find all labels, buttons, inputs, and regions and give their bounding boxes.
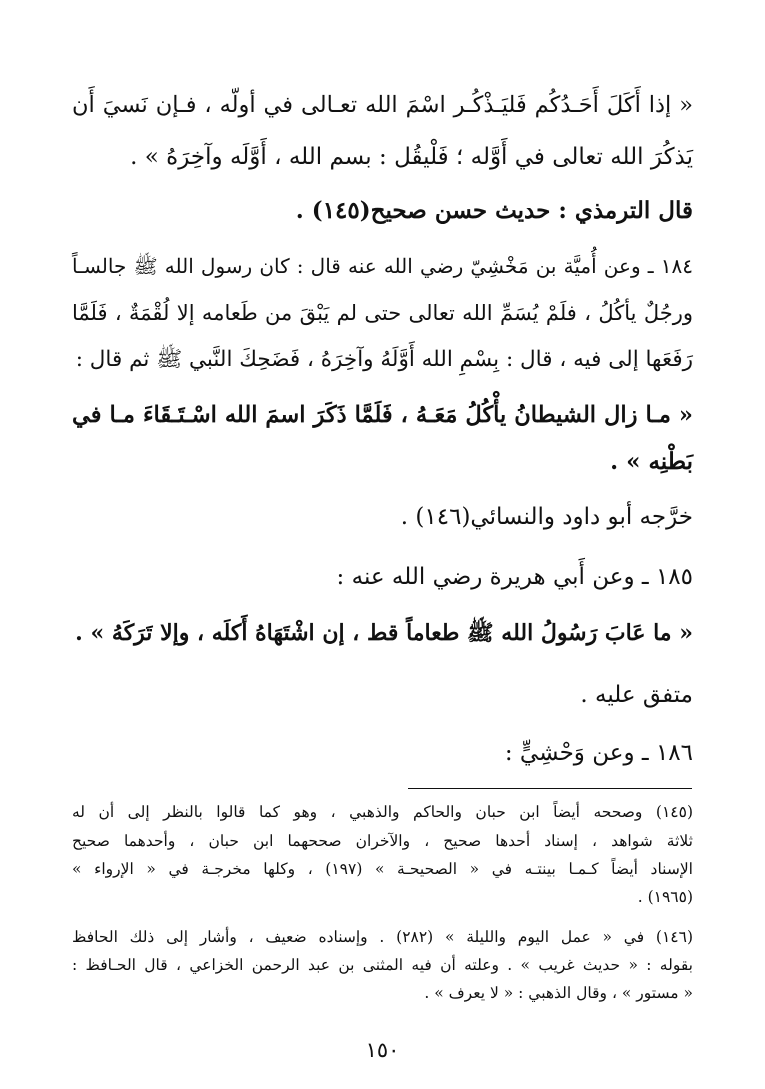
body-line-5: ورجُلٌ يأكُلُ ، فلَمْ يُسَمِّ الله تعالى حتى لم يَبْقَ من طَعامه إلا لُقْمَةٌ ، فَلَمَّا — [72, 301, 693, 325]
body-line-6: رَفَعَها إلى فيه ، قال : بِسْمِ الله أَوَّلَهُ وآخِرَهُ ، فَضَحِكَ النَّبي ﷺ ثم قال : — [75, 347, 693, 372]
page-number: ١٥٠ — [365, 1038, 400, 1062]
footnote-line-1: (١٤٥) وصححه أيضاً ابن حبان والحاكم والذهبي ، وهو كما قالوا بالنظر إلى أن له — [72, 803, 693, 821]
body-line-2: يَذكُرَ الله تعالى في أَوَّله ؛ فَلْيقُل : بسم الله ، أَوَّلَه وآخِرَهُ » . — [130, 144, 693, 170]
footnote-line-3: الإسناد أيضاً كـمـا بينتـه في « الصحيحـة » (١٩٧) ، وكلها مخرجـة في « الإرواء » — [72, 860, 693, 878]
footnote-line-6: بقوله : « حديث غريب » . وعلته أن فيه المثنى بن عبد الرحمن الخزاعي ، قال الحـافظ : — [72, 956, 693, 974]
body-line-3: قال الترمذي : حديث حسن صحيح(١٤٥) . — [295, 197, 693, 224]
footnote-line-4: (١٩٦٥) . — [637, 888, 693, 906]
body-line-11: « ما عَابَ رَسُولُ الله ﷺ طعاماً قط ، إن اشْتَهَاهُ أَكلَه ، وإلا تَرَكَهُ » . — [75, 620, 693, 646]
body-line-13: ١٨٦ ـ وعن وَحْشِيٍّ : — [504, 740, 693, 766]
body-line-1: « إذا أَكَلَ أَحَـدُكُم فَليَـذْكُـر اسْمَ الله تعـالى في أولّه ، فـإن نَسيَ أَن — [72, 92, 693, 118]
body-line-12: متفق عليه . — [580, 682, 693, 708]
footnote-separator — [408, 788, 692, 789]
body-line-7: « مـا زال الشيطانُ يأْكُلُ مَعَـهُ ، فَلَمَّا ذَكَرَ اسمَ الله اسْـتَـقَاءَ مـا في — [72, 402, 693, 428]
footnote-line-5: (١٤٦) في « عمل اليوم والليلة » (٢٨٢) . وإسناده ضعيف ، وأشار إلى ذلك الحافظ — [72, 928, 693, 946]
body-line-9: خرَّجه أبو داود والنسائي(١٤٦) . — [400, 504, 693, 530]
footnote-line-7: « مستور » ، وقال الذهبي : « لا يعرف » . — [424, 984, 693, 1002]
body-line-10: ١٨٥ ـ وعن أَبي هريرة رضي الله عنه : — [336, 564, 693, 590]
footnote-line-2: ثلاثة شواهد ، إسناد أحدها صحيح ، والآخران صححهما ابن حبان ، وأحدهما صحيح — [72, 832, 693, 850]
body-line-4: ١٨٤ ـ وعن أُميَّة بن مَخْشِيّ رضي الله عنه قال : كان رسول الله ﷺ جالسـاً — [72, 254, 693, 278]
body-line-8: بَطْنِه » . — [610, 448, 693, 475]
